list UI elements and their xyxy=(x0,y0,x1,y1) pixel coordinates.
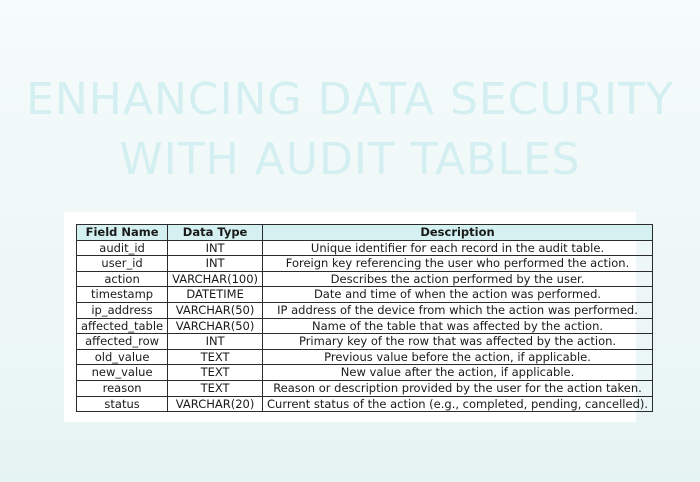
table-row xyxy=(77,287,653,303)
title-line-2: WITH AUDIT TABLES xyxy=(119,134,581,185)
cell-data-type: DATETIME xyxy=(168,287,263,303)
cell-data-type: VARCHAR(100) xyxy=(168,271,263,287)
cell-field-name: affected_table xyxy=(77,318,168,334)
cell-description: Previous value before the action, if applicable. xyxy=(263,349,653,365)
cell-description: Reason or description provided by the user for the action taken. xyxy=(263,380,653,396)
cell-data-type: INT xyxy=(168,334,263,350)
cell-data-type: VARCHAR(50) xyxy=(168,302,263,318)
cell-description: Unique identifier for each record in the audit table. xyxy=(263,240,653,256)
table-row xyxy=(77,240,653,256)
table-row xyxy=(77,271,653,287)
page-title xyxy=(0,70,700,190)
header-field-name: Field Name xyxy=(77,225,168,241)
cell-description: Primary key of the row that was affected by the action. xyxy=(263,334,653,350)
table-panel xyxy=(64,212,649,422)
table-row xyxy=(77,396,653,412)
cell-field-name: old_value xyxy=(77,349,168,365)
cell-data-type: INT xyxy=(168,240,263,256)
header-description: Description xyxy=(263,225,653,241)
table-header-row xyxy=(77,225,653,241)
title-line-1: ENHANCING DATA SECURITY xyxy=(26,74,674,125)
table-row xyxy=(77,380,653,396)
cell-description: New value after the action, if applicable. xyxy=(263,365,653,381)
cell-data-type: TEXT xyxy=(168,349,263,365)
cell-description: Name of the table that was affected by the action. xyxy=(263,318,653,334)
cell-description: IP address of the device from which the action was performed. xyxy=(263,302,653,318)
cell-field-name: user_id xyxy=(77,256,168,272)
cell-field-name: timestamp xyxy=(77,287,168,303)
header-data-type: Data Type xyxy=(168,225,263,241)
cell-description: Current status of the action (e.g., completed, pending, cancelled). xyxy=(263,396,653,412)
cell-field-name: audit_id xyxy=(77,240,168,256)
cell-data-type: TEXT xyxy=(168,365,263,381)
cell-description: Date and time of when the action was performed. xyxy=(263,287,653,303)
cell-field-name: reason xyxy=(77,380,168,396)
table-row xyxy=(77,318,653,334)
audit-fields-table xyxy=(76,224,653,412)
cell-field-name: ip_address xyxy=(77,302,168,318)
cell-data-type: VARCHAR(50) xyxy=(168,318,263,334)
table-row xyxy=(77,334,653,350)
table-row xyxy=(77,302,653,318)
cell-data-type: VARCHAR(20) xyxy=(168,396,263,412)
cell-data-type: INT xyxy=(168,256,263,272)
cell-field-name: new_value xyxy=(77,365,168,381)
cell-data-type: TEXT xyxy=(168,380,263,396)
table-row xyxy=(77,365,653,381)
cell-field-name: affected_row xyxy=(77,334,168,350)
table-row xyxy=(77,349,653,365)
cell-description: Foreign key referencing the user who performed the action. xyxy=(263,256,653,272)
table-row xyxy=(77,256,653,272)
cell-description: Describes the action performed by the user. xyxy=(263,271,653,287)
cell-field-name: status xyxy=(77,396,168,412)
cell-field-name: action xyxy=(77,271,168,287)
